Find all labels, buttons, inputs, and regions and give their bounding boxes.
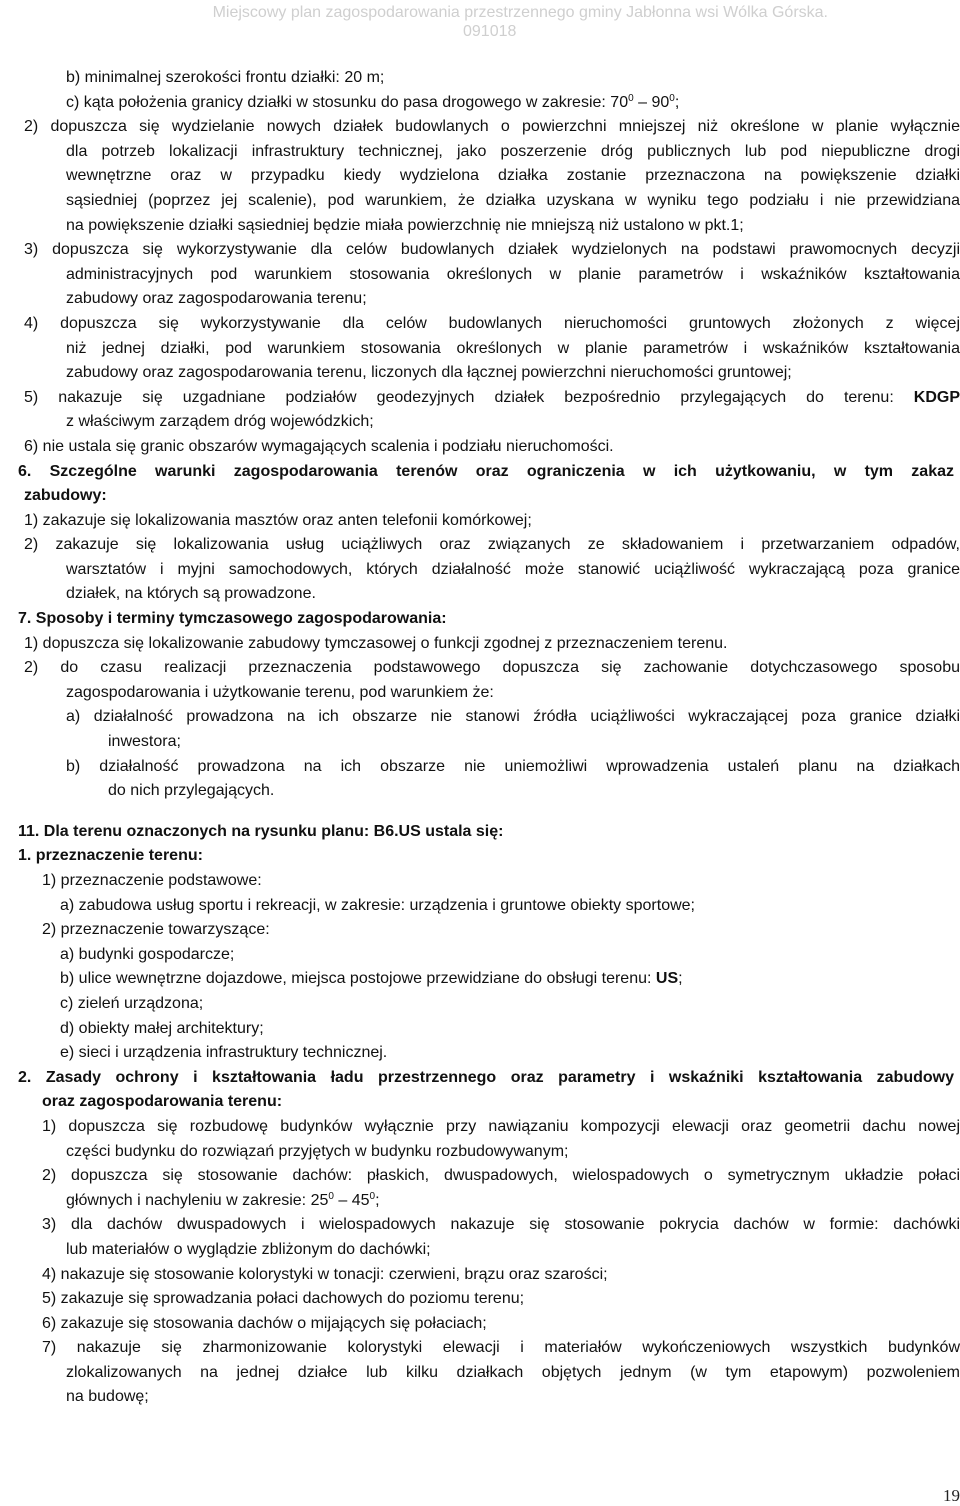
text-line: 2) zakazuje się lokalizowania usług uciążliwych oraz związanych ze składowaniem i przetwarzaniem odpadów, bbox=[24, 536, 960, 554]
text-line: 7) nakazuje się zharmonizowanie kolorystyki elewacji i materiałów wykończeniowych wszystkich budynków bbox=[42, 1339, 960, 1357]
text-line: 5) zakazuje się sprowadzania połaci dachowych do poziomu terenu; bbox=[42, 1290, 525, 1308]
text-line: 3) dla dachów dwuspadowych i wielospadowych nakazuje się stosowanie pokrycia dachów w formie: dachówki bbox=[42, 1216, 960, 1234]
text-line: do nich przylegających. bbox=[108, 782, 275, 800]
text-line: c) kąta położenia granicy działki w stosunku do pasa drogowego w zakresie: $70^0 - 90^0$; bbox=[66, 92, 680, 111]
text-line: b) minimalnej szerokości frontu działki: 20 m; bbox=[66, 69, 385, 86]
text-line: a) zabudowa usług sportu i rekreacji, w zakresie: urządzenia i gruntowe obiekty sportowe; bbox=[60, 896, 695, 914]
section-heading: 1. przeznaczenie terenu: bbox=[18, 847, 203, 865]
page-number: 19 bbox=[943, 1486, 960, 1505]
chapter-heading: 11. Dla terenu oznaczonych na rysunku planu: B6.US ustala się: bbox=[18, 822, 504, 840]
text-line: na budowę; bbox=[66, 1388, 149, 1406]
text-line: 1) dopuszcza się lokalizowanie zabudowy tymczasowej o funkcji zgodnej z przeznaczeniem terenu. bbox=[24, 634, 728, 652]
text-line: wewnętrzne oraz w przypadku kiedy wydzielona działka zostanie przeznaczona na powiększenie działki bbox=[66, 167, 960, 185]
text-line: części budynku do rozwiązań przyjętych w budynku rozbudowywanym; bbox=[66, 1142, 569, 1160]
text-line: 1) przeznaczenie podstawowe: bbox=[42, 872, 262, 889]
page-header bbox=[0, 0, 960, 50]
text-line: a) budynki gospodarcze; bbox=[60, 945, 235, 963]
text-line: lub materiałów o wyglądzie zbliżonym do dachówki; bbox=[66, 1240, 431, 1258]
text-line: a) działalność prowadzona na ich obszarze nie stanowi źródła uciążliwości wykraczającej poza granice działki bbox=[66, 708, 960, 726]
text-line: 1) dopuszcza się rozbudowę budynków wyłącznie przy nawiązaniu kompozycji elewacji oraz geometrii dachu nowej bbox=[42, 1117, 960, 1135]
text-line: 6) zakazuje się stosowania dachów o mijających się połaciach; bbox=[42, 1314, 487, 1332]
text-line: niż jednej działki, pod warunkiem stosowania określonych w planie parametrów i wskaźników kształtowania bbox=[66, 339, 960, 357]
text-line: 2) dopuszcza się wydzielanie nowych działek budowlanych o powierzchni mniejszej niż określone w planie wyłącznie bbox=[24, 118, 960, 136]
text-line: 1) zakazuje się lokalizowania masztów oraz anten telefonii komórkowej; bbox=[24, 511, 532, 529]
document-body bbox=[18, 66, 960, 1410]
text-line: zabudowy oraz zagospodarowania terenu; bbox=[66, 290, 367, 308]
header-code: 091018 bbox=[463, 23, 517, 40]
text-line: zlokalizowanych na jednej działce lub kilku działkach objętych jednym (w tym etapowym) pozwoleniem bbox=[66, 1363, 960, 1381]
text-line: z właściwym zarządem dróg wojewódzkich; bbox=[66, 413, 374, 431]
text-line: 4) dopuszcza się wykorzystywanie dla celów budowlanych nieruchomości gruntowych złożonych z więcej bbox=[24, 314, 960, 332]
header-title: Miejscowy plan zagospodarowania przestrzennego gminy Jabłonna wsi Wólka Górska. bbox=[212, 4, 828, 21]
section-heading: oraz zagospodarowania terenu: bbox=[42, 1093, 283, 1111]
section-heading: zabudowy: bbox=[24, 487, 107, 505]
section-heading: 2. Zasady ochrony i kształtowania ładu przestrzennego oraz parametry i wskaźniki kształtowania zabudowy bbox=[18, 1068, 954, 1086]
text-line: inwestora; bbox=[108, 733, 181, 751]
section-heading: 6. Szczególne warunki zagospodarowania terenów oraz ograniczenia w ich użytkowaniu, w tym zakaz bbox=[18, 462, 954, 480]
text-line: 5) nakazuje się uzgadniane podziałów geodezyjnych działek bezpośrednio przylegających do terenu: KDGP bbox=[24, 388, 960, 406]
text-line: 6) nie ustala się granic obszarów wymagających scalenia i podziału nieruchomości. bbox=[24, 437, 614, 455]
text-line: c) zieleń urządzona; bbox=[60, 994, 204, 1012]
text-line: warsztatów i myjni samochodowych, których działalność może stanowić uciążliwość wykraczającą poza granice bbox=[66, 560, 960, 578]
text-line: sąsiedniej (poprzez jej scalenie), pod warunkiem, że działka uzyskana w wyniku tego podziału i nie przewidziana bbox=[66, 191, 960, 209]
text-line: d) obiekty małej architektury; bbox=[60, 1019, 264, 1037]
text-line: na powiększenie działki sąsiedniej będzie miała powierzchnię nie mniejszą niż ustalono w pkt.1; bbox=[66, 216, 744, 234]
text-line: b) ulice wewnętrzne dojazdowe, miejsca postojowe przewidziane do obsługi terenu: US; bbox=[60, 970, 683, 988]
text-line: głównych i nachyleniu w zakresie: $25^0 - 45^0$; bbox=[66, 1190, 380, 1209]
section-heading: 7. Sposoby i terminy tymczasowego zagospodarowania: bbox=[18, 610, 447, 628]
text-line: dla potrzeb lokalizacji infrastruktury technicznej, jako poszerzenie dróg publicznych lub pod niepubliczne drogi bbox=[66, 142, 960, 160]
text-line: 2) przeznaczenie towarzyszące: bbox=[42, 921, 270, 939]
text-line: działek, na których są prowadzone. bbox=[66, 585, 316, 603]
text-line: 2) dopuszcza się stosowanie dachów: płaskich, dwuspadowych, wielospadowych o symetrycznym układzie połaci bbox=[42, 1167, 960, 1185]
text-line: 2) do czasu realizacji przeznaczenia podstawowego dopuszcza się zachowanie dotychczasowego sposobu bbox=[24, 659, 960, 677]
text-line: zabudowy oraz zagospodarowania terenu, liczonych dla łącznej powierzchni nieruchomości gruntowej; bbox=[66, 364, 792, 382]
text-line: zagospodarowania i użytkowanie terenu, pod warunkiem że: bbox=[66, 683, 494, 701]
text-line: 4) nakazuje się stosowanie kolorystyki w tonacji: czerwieni, brązu oraz szarości; bbox=[42, 1265, 608, 1283]
text-line: 3) dopuszcza się wykorzystywanie dla celów budowlanych działek wydzielonych na podstawi prawomocnych decyzji bbox=[24, 241, 960, 259]
text-line: b) działalność prowadzona na ich obszarze nie uniemożliwi wprowadzenia ustaleń planu na działkach bbox=[66, 757, 960, 775]
text-line: administracyjnych pod warunkiem stosowania określonych w planie parametrów i wskaźników kształtowania bbox=[66, 265, 960, 283]
text-line: e) sieci i urządzenia infrastruktury technicznej. bbox=[60, 1044, 388, 1062]
